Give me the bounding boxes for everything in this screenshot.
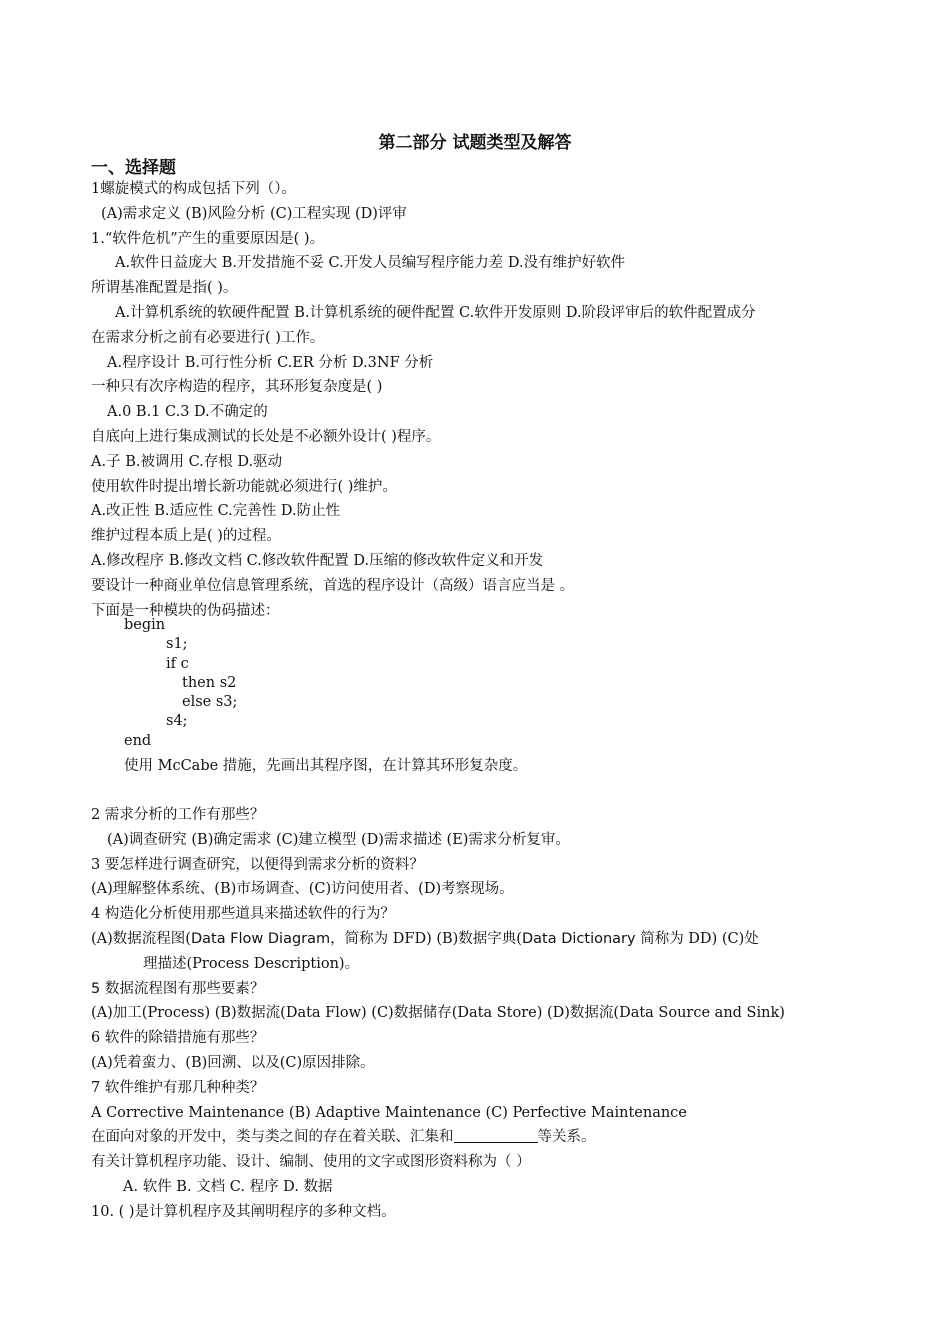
question-line: 6 软件的除错措施有那些？ [91, 1030, 265, 1047]
question-line: 有关计算机程序功能、设计、编制、使用的文字或图形资料称为（ ） [91, 1154, 531, 1171]
options-line: A.修改程序 B.修改文档 C.修改软件配置 D.压缩的修改软件定义和开发 [91, 552, 544, 569]
code-line: else s3; [182, 694, 238, 711]
question-block [91, 177, 871, 623]
code-line: s4; [166, 713, 188, 730]
options-line: A.程序设计 B.可行性分析 C.ER 分析 D.3NF 分析 [107, 354, 434, 371]
options-line: A.计算机系统的软硬件配置 B.计算机系统的硬件配置 C.软件开发原则 D.阶段评审后的软件配置成分 [115, 304, 756, 321]
answer-text: ，简称为 DFD) (B)数据字典( [330, 930, 522, 947]
question-number: 5 [91, 980, 101, 997]
options-line: A. 软件 B. 文档 C. 程序 D. 数据 [123, 1178, 333, 1195]
mccabe-instruction: 使用 McCabe 措施，先画出其程序图，在计算其环形复杂度。 [124, 758, 528, 774]
question-line: 3 要怎样进行调查研究，以便得到需求分析的资料？ [91, 856, 424, 873]
question-text: 等关系。 [537, 1129, 596, 1146]
question-line [91, 977, 881, 1002]
question-line: 在需求分析之前有必要进行( )工作。 [91, 329, 325, 346]
options-line: A.子 B.被调用 C.存根 D.驱动 [91, 453, 283, 470]
fill-blank [454, 1128, 538, 1143]
code-line: then s2 [182, 674, 237, 691]
answer-text: Data Flow Diagram [190, 930, 331, 947]
question-line: 维护过程本质上是( )的过程。 [91, 528, 281, 545]
short-answer-block [91, 803, 881, 1225]
options-line: A.0 B.1 C.3 D.不确定的 [107, 404, 268, 421]
question-line: 7 软件维护有那几种种类？ [91, 1079, 265, 1096]
question-line: 4 构造化分析使用那些道具来描述软件的行为？ [91, 906, 395, 923]
answer-line: (A)理解整体系统、(B)市场调查、(C)访问使用者、(D)考察现场。 [91, 881, 514, 898]
question-text: 在面向对象的开发中，类与类之间的存在着关联、汇集和 [91, 1129, 454, 1146]
code-line: s1; [166, 636, 188, 653]
question-line [91, 1125, 881, 1150]
question-line: 2 需求分析的工作有那些？ [91, 807, 265, 823]
options-line: A.改正性 B.适应性 C.完善性 D.防止性 [91, 503, 341, 520]
answer-line-continued: 理描述(Process Description)。 [143, 955, 360, 972]
question-line: 所谓基准配置是指( )。 [91, 280, 238, 297]
options-line: (A)需求定义 (B)风险分析 (C)工程实现 (D)评审 [101, 205, 407, 222]
question-line: 1.“软件危机”产生的重要原因是( )。 [91, 230, 325, 247]
question-line: 1螺旋模式的构成包括下列（）。 [91, 181, 296, 197]
options-line: A.软件日益庞大 B.开发措施不妥 C.开发人员编写程序能力差 D.没有维护好软件 [115, 255, 626, 272]
code-line: if c [166, 655, 189, 672]
code-line: end [124, 732, 152, 749]
page-title: 第二部分 试题类型及解答 [378, 133, 572, 153]
answer-line [91, 927, 881, 952]
question-line: 10. ( )是计算机程序及其阐明程序的多种文档。 [91, 1203, 396, 1220]
answer-line: A Corrective Maintenance (B) Adaptive Maintenance (C) Perfective Maintenance [91, 1104, 687, 1121]
answer-text: 简称为 DD) (C)处 [635, 930, 759, 947]
question-line: 使用软件时提出增长新功能就必须进行( )维护。 [91, 478, 397, 495]
question-line: 下面是一种模块的伪码描述： [91, 602, 280, 619]
section-heading: 一、选择题 [91, 158, 176, 178]
question-line: 要设计一种商业单位信息管理系统，首选的程序设计（高级）语言应当是 。 [91, 577, 575, 594]
code-line: begin [124, 617, 166, 633]
answer-text: (A)数据流程图( [91, 930, 191, 947]
answer-line: (A)加工(Process) (B)数据流(Data Flow) (C)数据储存(Data Store) (D)数据流(Data Source and Sink) [91, 1005, 785, 1022]
pseudocode-block [124, 616, 237, 751]
answer-line: (A)调查研究 (B)确定需求 (C)建立模型 (D)需求描述 (E)需求分析复审。 [107, 831, 570, 848]
answer-line: (A)凭着蛮力、(B)回溯、以及(C)原因排除。 [91, 1054, 375, 1071]
question-line: 自底向上进行集成测试的长处是不必额外设计( )程序。 [91, 428, 441, 445]
question-text: 数据流程图有那些要素？ [100, 980, 265, 997]
answer-text: Data Dictionary [521, 930, 636, 947]
question-line: 一种只有次序构造的程序，其环形复杂度是( ) [91, 379, 383, 396]
